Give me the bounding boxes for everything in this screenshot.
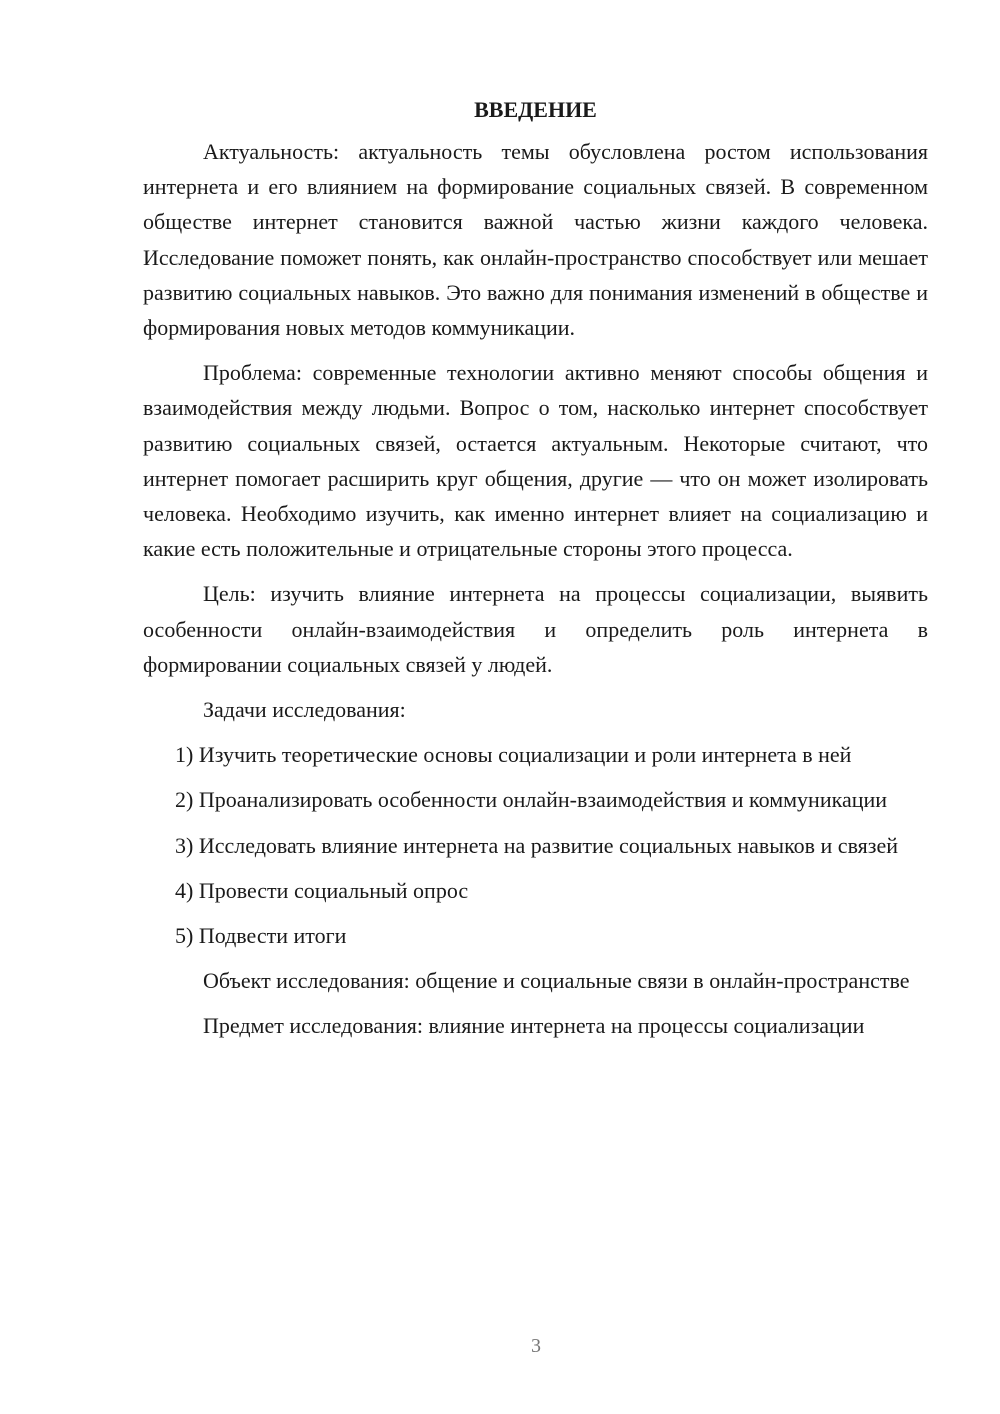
page-number: 3 [531, 1335, 541, 1357]
task-item: 2) Проанализировать особенности онлайн-взаимодействия и коммуникации [175, 787, 888, 813]
task-item: 1) Изучить теоретические основы социализации и роли интернета в ней [175, 742, 852, 768]
paragraph-goal: Цель: изучить влияние интернета на процессы социализации, выявить особенности онлайн-взаимодействия и определить роль интернета в формировании социальных связей у людей. [143, 581, 928, 677]
paragraph-relevance: Актуальность: актуальность темы обусловлена ростом использования интернета и его влиянием на формирование социальных связей. В современном обществе интернет становится важной частью жизни каждого человека. Исследование поможет понять, как онлайн-пространство способствует или мешает развитию социальных навыков. Это важно для понимания изменений в обществе и формирования новых методов коммуникации. [143, 139, 928, 341]
document-page [143, 92, 928, 1054]
tasks-heading: Задачи исследования: [203, 697, 406, 723]
paragraph-object: Объект исследования: общение и социальные связи в онлайн-пространстве [203, 968, 910, 994]
paragraph-problem: Проблема: современные технологии активно меняют способы общения и взаимодействия между людьми. Вопрос о том, насколько интернет способствует развитию социальных связей, остается актуальным. Некоторые считают, что интернет помогает расширить круг общения, другие — что он может изолировать человека. Необходимо изучить, как именно интернет влияет на социализацию и какие есть положительные и отрицательные стороны этого процесса. [143, 360, 928, 562]
task-item: 4) Провести социальный опрос [175, 877, 469, 903]
paragraph-subject: Предмет исследования: влияние интернета на процессы социализации [203, 1013, 865, 1039]
task-item: 3) Исследовать влияние интернета на развитие социальных навыков и связей [175, 832, 899, 858]
section-title: ВВЕДЕНИЕ [474, 97, 597, 122]
task-item: 5) Подвести итоги [175, 923, 347, 949]
